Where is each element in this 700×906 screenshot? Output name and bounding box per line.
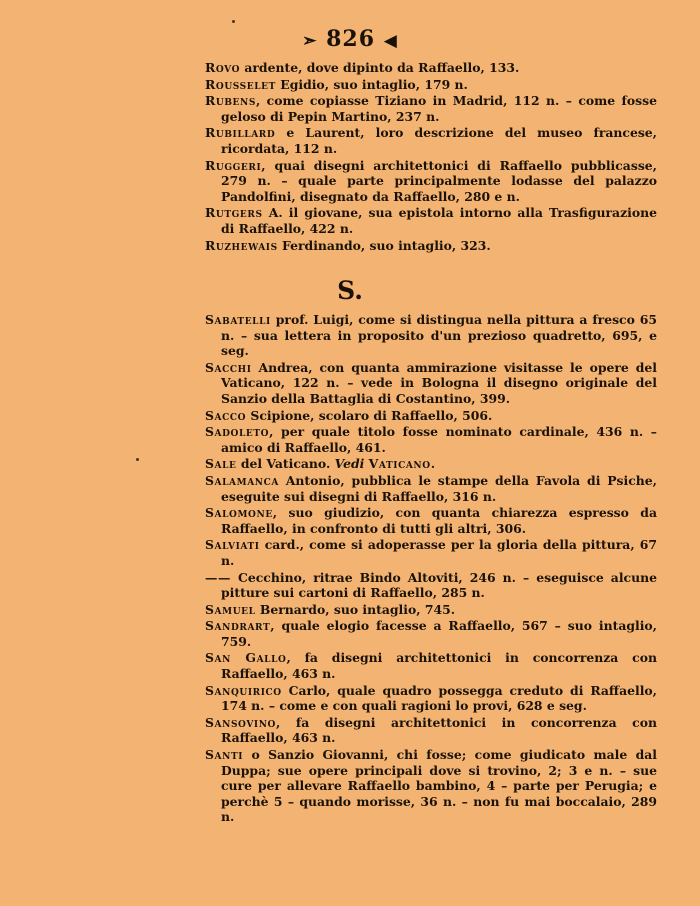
entry-text: prof. Luigi, come si distingua nella pittura a fresco 65 n. – sua lettera in proposito d'un prezioso quadretto, 695, e seg. [221, 312, 657, 359]
index-entry [205, 570, 657, 601]
cross-reference-label: Vedi [334, 456, 365, 472]
index-entry [205, 125, 657, 156]
entry-text: Scipione, scolaro di Raffaello, 506. [246, 407, 493, 423]
index-entry [205, 747, 657, 825]
entry-text: Cecchino, ritrae Bindo Altoviti, 246 n. – eseguisce alcune pitture sui cartoni di Raffaello, 285 n. [221, 569, 657, 601]
entry-text: , suo giudizio, con quanta chiarezza espresso da Raffaello, in confronto di tutti gli altri, 306. [221, 505, 657, 536]
entry-text: del Vaticano. [236, 456, 335, 472]
index-entry [205, 158, 657, 205]
entry-text: Antonio, pubblica le stampe della Favola di Psiche, eseguite sui disegni di Raffaello, 316 n. [221, 472, 657, 504]
entry-headword: Sacchi [205, 359, 252, 375]
entry-text: , come copiasse Tiziano in Madrid, 112 n. – come fosse geloso di Pepin Martino, 237 n. [221, 93, 657, 124]
entry-headword: Sadoleto [205, 424, 270, 440]
entry-text: Bernardo, suo intaglio, 745. [255, 601, 456, 617]
entry-headword: Sansovino [205, 714, 276, 730]
index-section-r [205, 60, 657, 254]
entry-headword: Salomone [205, 505, 273, 521]
entry-text: , quale elogio facesse a Raffaello, 567 – suo intaglio, 759. [221, 618, 657, 649]
index-section-s [205, 312, 657, 826]
entry-text: , fa disegni architettonici in concorrenza con Raffaello, 463 n. [221, 650, 657, 682]
entry-headword: Rubillard [205, 125, 276, 141]
entry-headword: Ruzhewais [205, 237, 278, 253]
page-number [0, 26, 700, 52]
entry-headword: Sacco [205, 407, 247, 423]
index-entry [205, 312, 657, 359]
entry-text: , per quale titolo fosse nominato cardinale, 436 n. – amico di Raffaello, 461. [221, 424, 657, 455]
entry-text: Andrea, con quanta ammirazione visitasse le opere del Vaticano, 122 n. – vede in Bologna il disegno originale del Sanzio della Battaglia di Costantino, 399. [221, 359, 657, 406]
entry-headword: Salamanca [205, 472, 279, 488]
entry-headword: Santi [205, 747, 244, 763]
entry-trailing-punctuation: . [430, 456, 436, 472]
right-ornament-icon: ◀ [383, 31, 398, 51]
index-entry [205, 505, 657, 536]
entry-headword: Rousselet [205, 76, 276, 92]
index-entry [205, 618, 657, 649]
section-heading: S. [337, 276, 363, 305]
entry-text: Carlo, quale quadro possegga creduto di Raffaello, 174 n. – come e con quali ragioni lo provi, 628 e seg. [221, 682, 657, 714]
entry-text: e Laurent, loro descrizione del museo francese, ricordata, 112 n. [221, 125, 657, 156]
ink-speck [136, 458, 139, 461]
entry-text: card., come si adoperasse per la gloria della pittura, 67 n. [221, 537, 657, 568]
index-entry [205, 473, 657, 504]
entry-text: Egidio, suo intaglio, 179 n. [275, 76, 468, 92]
index-entry [205, 424, 657, 455]
index-entry [205, 456, 657, 472]
left-ornament-icon: ➣ [302, 31, 318, 51]
entry-headword: Salviati [205, 537, 260, 553]
index-entry [205, 205, 657, 236]
entry-headword: Sandrart [205, 618, 271, 634]
entry-text: Ferdinando, suo intaglio, 323. [277, 237, 491, 253]
entry-headword: Sale [205, 456, 237, 472]
index-entry [205, 715, 657, 746]
index-entry [205, 683, 657, 714]
page-number-value: 826 [326, 26, 376, 52]
entry-headword: San Gallo [205, 650, 287, 666]
entry-headword: —— [205, 569, 231, 585]
index-entry [205, 60, 657, 76]
ink-speck [232, 20, 235, 23]
index-entry [205, 408, 657, 424]
cross-reference-target: Vaticano [368, 456, 431, 472]
index-entry [205, 77, 657, 93]
entry-headword: Ruggeri [205, 157, 262, 173]
entry-headword: Rovo [205, 60, 241, 75]
entry-text: , quai disegni architettonici di Raffaello pubblicasse, 279 n. – quale parte principalmente lodasse del palazzo Pandolfini, disegnato da Raffaello, 280 e n. [221, 157, 657, 204]
index-entry [205, 238, 657, 254]
index-entry [205, 602, 657, 618]
entry-headword: Rutgers [205, 205, 263, 221]
index-entry [205, 93, 657, 124]
entry-headword: Samuel [205, 601, 256, 617]
entry-text: A. il giovane, sua epistola intorno alla Trasfigurazione di Raffaello, 422 n. [221, 205, 657, 236]
entry-text: , fa disegni architettonici in concorrenza con Raffaello, 463 n. [221, 714, 657, 746]
index-entry [205, 650, 657, 681]
entry-headword: Rubens [205, 93, 256, 109]
index-entry [205, 537, 657, 568]
entry-text: ardente, dove dipinto da Raffaello, 133. [240, 60, 520, 75]
entry-text: o Sanzio Giovanni, chi fosse; come giudicato male dal Duppa; sue opere principali dove si trovino, 2; 3 e n. – sue cure per allevare Raffaello bambino, 4 – parte per Perugia; e perchè 5 – quando morisse, 36 n. – non fu mai boccalaio, 289 n. [221, 747, 657, 825]
entry-headword: Sanquirico [205, 682, 282, 698]
entry-headword: Sabatelli [205, 312, 271, 327]
index-entry [205, 360, 657, 407]
